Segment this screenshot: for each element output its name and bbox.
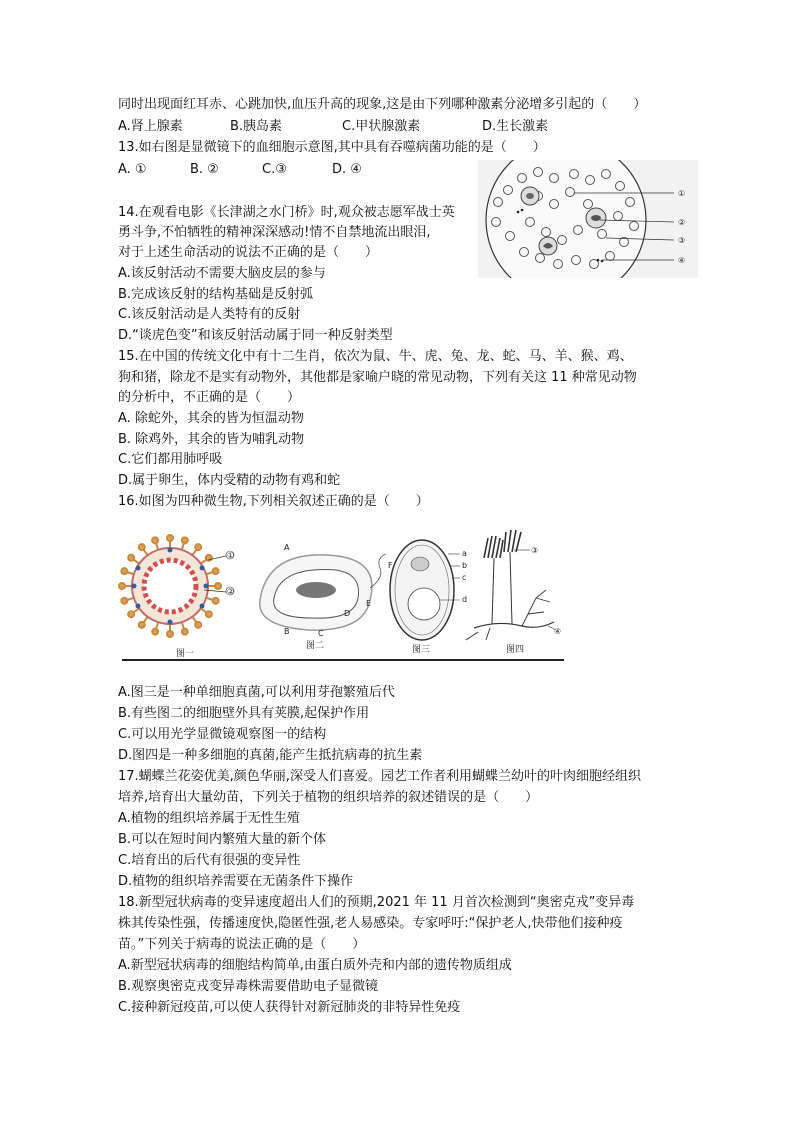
q18-option-c: C.接种新冠疫苗,可以使人获得针对新冠肺炎的非特异性免疫: [118, 1000, 461, 1015]
virus-spike-tip: [167, 631, 173, 637]
q15-option-c: C.它们都用肺呼吸: [118, 452, 223, 467]
virus-spike-tip: [121, 598, 127, 604]
q14-option-d: D.“谈虎色变”和该反射活动属于同一种反射类型: [118, 328, 393, 343]
virus-spike-tip: [182, 629, 188, 635]
q14-option-c: C.该反射活动是人类特有的反射: [118, 307, 301, 322]
option-d: D.生长激素: [482, 119, 549, 134]
q18-option-b: B.观察奥密克戎变异毒株需要借助电子显微镜: [118, 979, 379, 994]
fig3-label-d: d: [462, 595, 468, 604]
q15-option-b: B. 除鸡外，其余的皆为哺乳动物: [118, 432, 305, 447]
question-17-stem-1: 17.蝴蝶兰花姿优美,颜色华丽,深受人们喜爱。园艺工作者利用蝴蝶兰幼叶的叶肉细胞经组织: [118, 769, 641, 784]
virus-spike-tip: [152, 537, 158, 543]
fig1-label-2: ②: [227, 587, 235, 596]
question-13-stem: 13.如右图是显微镜下的血细胞示意图,其中具有吞噬病菌功能的是（ ）: [118, 140, 546, 155]
virus-spike-tip: [195, 544, 201, 550]
fig3-label-a: a: [462, 549, 467, 558]
q16-option-d: D.图四是一种多细胞的真菌,能产生抵抗病毒的抗生素: [118, 748, 423, 763]
q17-option-c: C.培育出的后代有很强的变异性: [118, 853, 301, 868]
caption-fig4: 图四: [506, 645, 525, 655]
fig1-label-1: ①: [227, 551, 235, 560]
q16-option-a: A.图三是一种单细胞真菌,可以利用芽孢繁殖后代: [118, 685, 395, 700]
virus-spike-tip: [121, 568, 127, 574]
q15-option-d: D.属于卵生，体内受精的动物有鸡和蛇: [118, 473, 341, 488]
fig4-label-4: ④: [554, 627, 562, 636]
virus-spike-tip: [206, 611, 212, 617]
caption-fig2: 图二: [306, 641, 325, 651]
option-b: B.胰岛素: [230, 119, 283, 134]
fig2-label-a: A: [284, 543, 290, 552]
q16-option-b: B.有些图二的细胞壁外具有荚膜,起保护作用: [118, 706, 370, 721]
virus-spike-tip: [195, 622, 201, 628]
option-c: C.甲状腺激素: [342, 119, 421, 134]
virus-diagram: [119, 535, 234, 637]
fig3-label-b: b: [462, 561, 468, 570]
question-12-stem-end: 同时出现面红耳赤、心跳加快,血压升高的现象,这是由下列哪种激素分泌增多引起的（ ）: [118, 97, 647, 112]
virus-spike-tip: [128, 611, 134, 617]
caption-fig3: 图三: [412, 645, 431, 655]
question-18-stem-3: 苗。”下列关于病毒的说法正确的是（ ）: [118, 937, 366, 952]
question-12-options: [118, 118, 548, 136]
virus-spike-tip: [213, 598, 219, 604]
q17-option-a: A.植物的组织培养属于无性生殖: [118, 811, 300, 826]
option-a: A. ①: [118, 162, 147, 177]
fig4-label-3: ③: [531, 546, 539, 555]
option-d: D. ④: [332, 162, 362, 177]
virus-spike-tip: [213, 568, 219, 574]
question-16-stem: 16.如图为四种微生物,下列相关叙述正确的是（ ）: [118, 494, 429, 509]
question-18-stem-1: 18.新型冠状病毒的变异速度超出人们的预期,2021 年 11 月首次检测到“奥密克戎”变异毒: [118, 895, 635, 910]
fig2-label-b: B: [284, 627, 290, 636]
option-a: A.肾上腺素: [118, 119, 183, 134]
microorganism-figure: [118, 528, 566, 664]
virus-spike-tip: [167, 535, 173, 541]
blood-cell-figure: [478, 160, 698, 278]
bacterium-diagram: [260, 543, 393, 638]
yeast-diagram: [390, 540, 467, 640]
q18-option-a: A.新型冠状病毒的细胞结构简单,由蛋白质外壳和内部的遗传物质组成: [118, 958, 512, 973]
virus-spike-tip: [182, 537, 188, 543]
blood-label-4: ④: [678, 256, 686, 265]
mold-diagram: [466, 530, 556, 640]
q14-option-a: A.该反射活动不需要大脑皮层的参与: [118, 266, 326, 281]
question-13-options: [118, 161, 362, 179]
question-17-stem-2: 培养,培育出大量幼苗，下列关于植物的组织培养的叙述错误的是（ ）: [118, 790, 539, 805]
question-15-stem-3: 的分析中，不正确的是（ ）: [118, 390, 301, 405]
q14-option-b: B.完成该反射的结构基础是反射弧: [118, 287, 314, 302]
virus-spike-tip: [128, 555, 134, 561]
question-15-stem-2: 狗和猪，除龙不是实有动物外，其他都是家喻户晓的常见动物，下列有关这 11 种常见动物: [118, 370, 637, 385]
question-14-stem-2: 勇斗争,不怕牺牲的精神深深感动!情不自禁地流出眼泪,: [118, 225, 431, 240]
question-14-stem-3: 对于上述生命活动的说法不正确的是（ ）: [118, 245, 379, 260]
virus-spike-tip: [215, 583, 221, 589]
question-18-stem-2: 株其传染性强，传播速度快,隐匿性强,老人易感染。专家呼吁:“保护老人,快带他们接种疫: [118, 916, 623, 931]
fig3-label-c: c: [462, 573, 467, 582]
q15-option-a: A. 除蛇外，其余的皆为恒温动物: [118, 411, 304, 426]
fig2-label-f: F: [388, 561, 393, 570]
question-15-stem-1: 15.在中国的传统文化中有十二生肖，依次为鼠、牛、虎、兔、龙、蛇、马、羊、猴、鸡、: [118, 349, 633, 364]
question-14-stem-1: 14.在观看电影《长津湖之水门桥》时,观众被志愿军战士英: [118, 205, 455, 220]
virus-spike-tip: [139, 622, 145, 628]
q17-option-b: B.可以在短时间内繁殖大量的新个体: [118, 832, 327, 847]
fig2-label-c: C: [318, 629, 324, 638]
option-b: B. ②: [190, 162, 219, 177]
caption-fig1: 图一: [176, 649, 195, 659]
virus-spike-tip: [119, 583, 125, 589]
blood-label-1: ①: [678, 189, 686, 198]
blood-label-2: ②: [678, 218, 686, 227]
virus-spike-tip: [139, 544, 145, 550]
q16-option-c: C.可以用光学显微镜观察图一的结构: [118, 727, 327, 742]
option-c: C.③: [262, 162, 287, 177]
fig2-label-e: E: [366, 599, 372, 608]
virus-spike-tip: [152, 629, 158, 635]
q17-option-d: D.植物的组织培养需要在无菌条件下操作: [118, 874, 354, 889]
blood-label-3: ③: [678, 236, 686, 245]
fig2-label-d: D: [344, 609, 351, 618]
